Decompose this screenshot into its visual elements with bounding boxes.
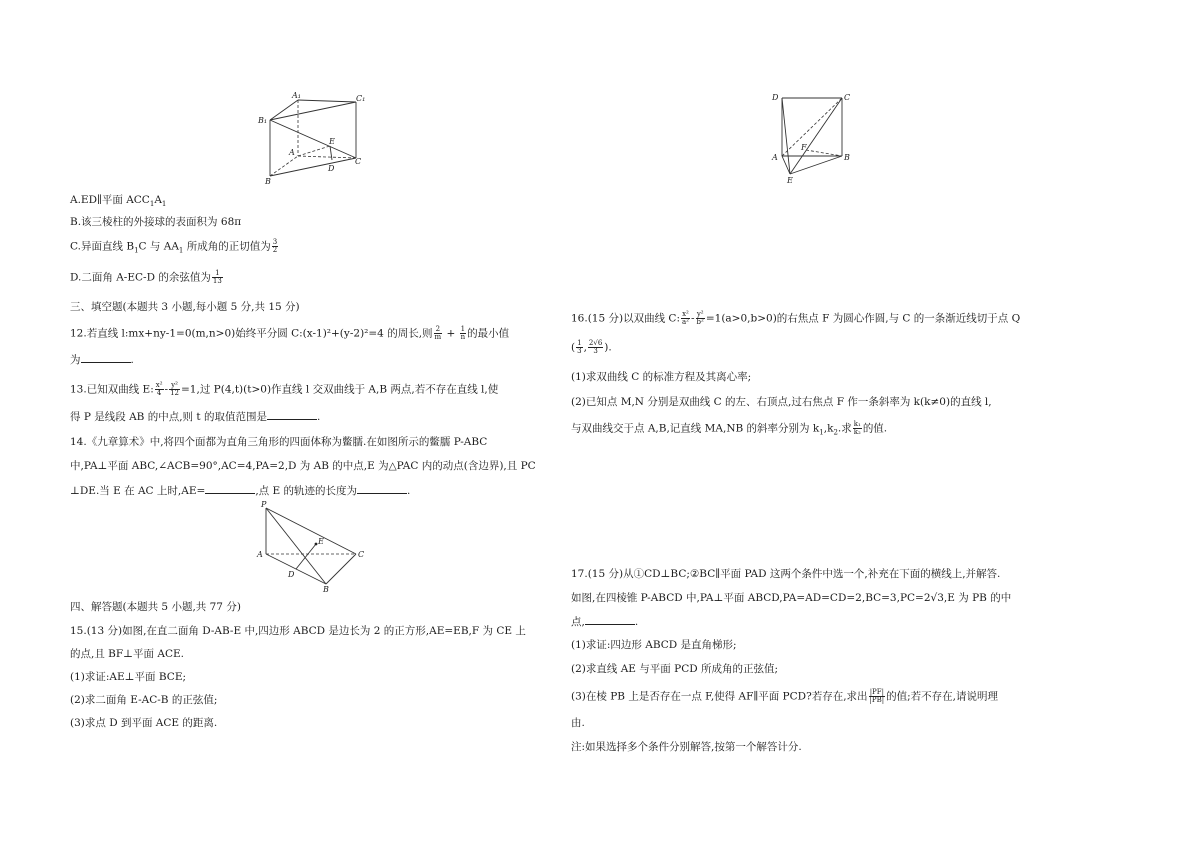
- q14-answer-blank-2[interactable]: [357, 483, 407, 494]
- q17-line3: 点, .: [571, 616, 639, 628]
- q17-note: 注:如果选择多个条件分别解答,按第一个解答计分.: [571, 741, 802, 753]
- q13-line2: 得 P 是线段 AB 的中点,则 t 的取值范围是 .: [70, 411, 321, 423]
- q17-condition-blank[interactable]: [585, 614, 635, 625]
- q12-line2: 为 .: [70, 354, 134, 366]
- q15-part3: (3)求点 D 到平面 ACE 的距离.: [70, 717, 218, 729]
- tetra-label-b: B: [323, 585, 329, 594]
- q15-line1: 15.(13 分)如图,在直二面角 D-AB-E 中,四边形 ABCD 是边长为 2 的正方形,AE=EB,F 为 CE 上: [70, 625, 526, 637]
- q15-part1: (1)求证:AE⊥平面 BCE;: [70, 671, 187, 683]
- q11-option-d: D.二面角 A-EC-D 的余弦值为 $\frac{1}{13}$: [70, 269, 222, 285]
- tetra-label-c: C: [358, 550, 365, 559]
- q17-line2: 如图,在四棱锥 P-ABCD 中,PA⊥平面 ABCD,PA=AD=CD=2,BC=3,PC=2√3,E 为 PB 的中: [571, 592, 1012, 604]
- q17-part1: (1)求证:四边形 ABCD 是直角梯形;: [571, 639, 737, 651]
- q15-label-e: E: [787, 176, 793, 185]
- q12-line1: 12.若直线 l:mx+ny-1=0(m,n>0)始终平分圆 C:(x-1)²+(y-2)²=4 的周长,则 $\frac{2}{m}$ + $\frac{1}{n}$ 的最小值: [70, 325, 510, 341]
- tetra-label-a: A: [257, 550, 263, 559]
- prism-figure: [252, 88, 370, 188]
- q15-label-c: C: [844, 93, 851, 102]
- prism-label-a1: A₁: [292, 91, 301, 100]
- q16-line1: 16.(15 分)以双曲线 C: $\frac{\text{x²}}{\text{a²}}$ - $\frac{\text{y²}}{\text{b²}}$ =1(a>0,b>0)的右焦点 F 为圆心作圆,与 C 的一条渐近线切于点 Q: [571, 310, 1021, 326]
- q15-label-a: A: [772, 153, 778, 162]
- q16-part2-cont: 与双曲线交于点 A,B,记直线 MA,NB 的斜率分别为 $k_1,k_2$.求 $\frac{\text{k₁}}{\text{k₂}}$ 的值.: [571, 420, 888, 437]
- q11-option-a: A.ED∥平面 $ACC_1A_1$: [70, 194, 167, 209]
- q14-line2: 中,PA⊥平面 ABC,∠ACB=90°,AC=4,PA=2,D 为 AB 的中点,E 为△PAC 内的动点(含边界),且 PC: [70, 460, 536, 472]
- q11-option-c: C.异面直线 $B_1C$ 与 $AA_1$ 所成角的正切值为 $\frac{3}{2}$: [70, 238, 278, 255]
- q15-label-d: D: [772, 93, 779, 102]
- section-3-title: 三、填空题(本题共 3 小题,每小题 5 分,共 15 分): [70, 301, 300, 313]
- q15-part2: (2)求二面角 E-AC-B 的正弦值;: [70, 694, 218, 706]
- prism-label-a: A: [289, 148, 295, 157]
- q14-line3: ⊥DE.当 E 在 AC 上时,AE= ,点 E 的轨迹的长度为 .: [70, 485, 411, 497]
- q15-figure: [766, 88, 856, 186]
- q16-point-q: ( $\frac{1}{3}$ , $\frac{2√6}{3}$ ).: [571, 339, 612, 355]
- q16-part1: (1)求双曲线 C 的标准方程及其离心率;: [571, 371, 752, 383]
- q14-answer-blank-1[interactable]: [205, 483, 255, 494]
- prism-label-c: C: [355, 157, 362, 166]
- section-4-title: 四、解答题(本题共 5 小题,共 77 分): [70, 601, 241, 613]
- q11-option-b: B.该三棱柱的外接球的表面积为 68π: [70, 216, 242, 228]
- q17-line1: 17.(15 分)从①CD⊥BC;②BC∥平面 PAD 这两个条件中选一个,补充在下面的横线上,并解答.: [571, 568, 1001, 580]
- prism-label-c1: C₁: [356, 94, 366, 103]
- tetrahedron-figure: [252, 498, 370, 596]
- tetra-label-d: D: [288, 570, 295, 579]
- tetra-label-e: E: [318, 537, 324, 546]
- prism-label-b1: B₁: [258, 116, 268, 125]
- q15-label-b: B: [844, 153, 850, 162]
- q15-line2: 的点,且 BF⊥平面 ACE.: [70, 648, 185, 660]
- prism-label-e: E: [329, 137, 335, 146]
- q13-answer-blank[interactable]: [267, 409, 317, 420]
- tetra-label-p: P: [261, 500, 267, 509]
- q16-part2: (2)已知点 M,N 分别是双曲线 C 的左、右顶点,过右焦点 F 作一条斜率为 k(k≠0)的直线 l,: [571, 396, 992, 408]
- q15-label-f: F: [801, 143, 807, 152]
- prism-label-d: D: [328, 164, 335, 173]
- q12-answer-blank[interactable]: [81, 352, 131, 363]
- q14-line1: 14.《九章算术》中,将四个面都为直角三角形的四面体称为鳖臑.在如图所示的鳖臑 P-ABC: [70, 436, 488, 448]
- q17-part3: (3)在棱 PB 上是否存在一点 F,使得 AF∥平面 PCD?若存在,求出 $\frac{|PF|}{|PB|}$ 的值;若不存在,请说明理: [571, 688, 998, 704]
- prism-label-b: B: [265, 177, 271, 186]
- q13-line1: 13.已知双曲线 E: $\frac{\text{x²}}{4}$ - $\frac{\text{y²}}{12}$ =1,过 P(4,t)(t>0)作直线 l 交双曲线于 A,B 两点,若不存在直线 l,使: [70, 381, 499, 397]
- q17-part3-cont: 由.: [571, 717, 585, 729]
- q17-part2: (2)求直线 AE 与平面 PCD 所成角的正弦值;: [571, 663, 779, 675]
